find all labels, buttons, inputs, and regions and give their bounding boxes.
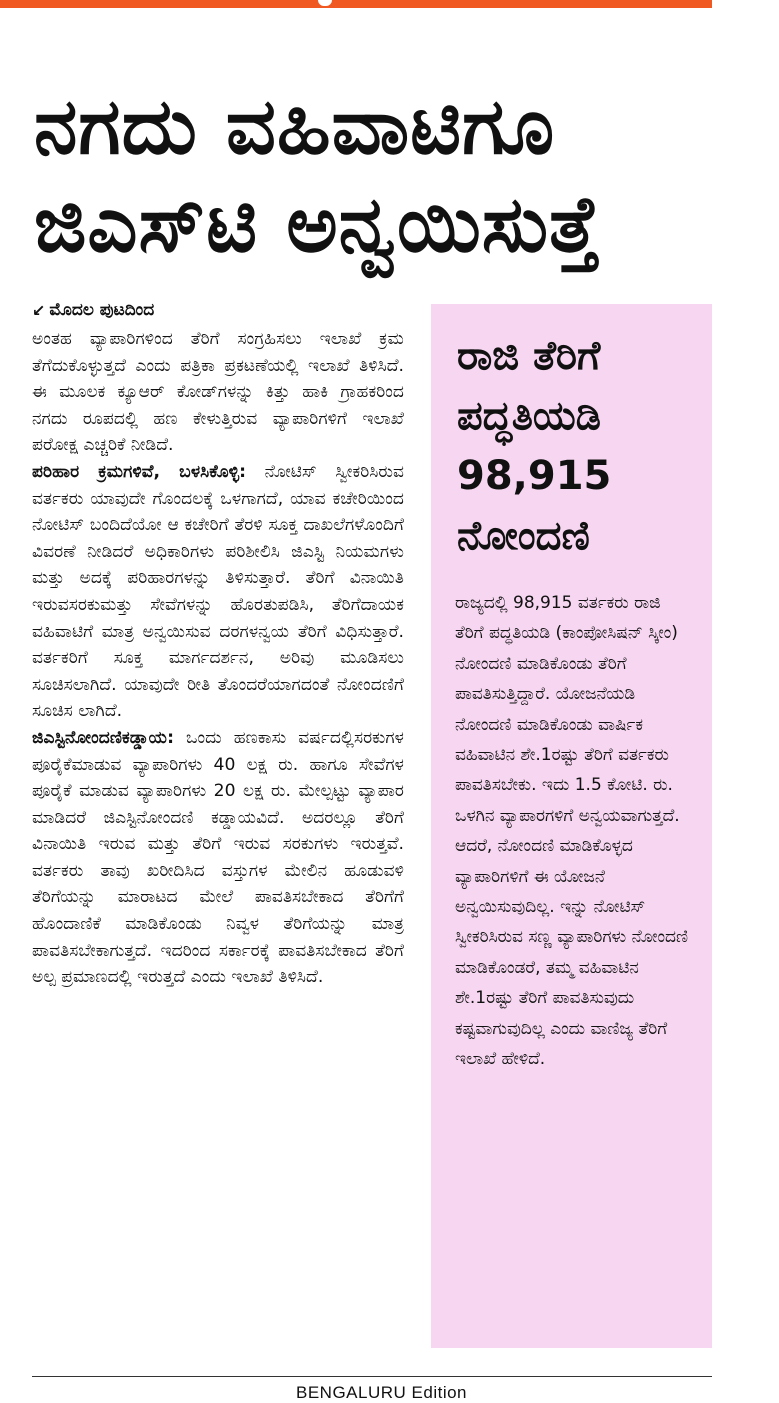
sidebar-heading-line-1: ರಾಜಿ ತೆರಿಗೆ [457,333,601,379]
top-bar-notch [318,0,332,6]
edition-label: BENGALURU Edition [296,1383,468,1402]
continued-from-front-page [32,300,154,320]
sidebar-figure: 98,915 [457,453,612,499]
top-accent-bar [0,0,712,8]
footer-rule [32,1376,712,1377]
headline-line-2: ಜಿಎಸ್‌ಟಿ ಅನ್ವಯಿಸುತ್ತೆ [34,180,602,270]
article-paragraph-1: ಅಂತಹ ವ್ಯಾಪಾರಿಗಳಿಂದ ತೆರಿಗೆ ಸಂಗ್ರಹಿಸಲು ಇಲಾಖೆ ಕ್ರಮ ತೆಗೆದುಕೊಳ್ಳುತ್ತದೆ ಎಂದು ಪತ್ರಿಕಾ ಪ್ರಕಟಣೆಯಲ್ಲಿ ಇಲಾಖೆ ತಿಳಿಸಿದೆ. ಈ ಮೂಲಕ ಕ್ಯೂಆರ್ ಕೋಡ್‌ಗಳನ್ನು ಕಿತ್ತು ಹಾಕಿ ಗ್ರಾಹಕರಿಂದ ನಗದು ರೂಪದಲ್ಲಿ ಹಣ ಕೇಳುತ್ತಿರುವ ವ್ಯಾಪಾರಿಗಳಿಗೆ ಇಲಾಖೆ ಪರೋಕ್ಷ ಎಚ್ಚರಿಕೆ ನೀಡಿದೆ. [32,329,404,456]
sidebar-heading-line-2: ಪದ್ಧತಿಯಡಿ [457,393,601,439]
subheading-gst-registration: ಜಿಎಸ್ಟಿನೋಂದಣಿಕಡ್ಡಾಯ: [32,727,174,748]
arrow-icon: ↙ [32,300,46,320]
paragraph-3-text: ಒಂದು ಹಣಕಾಸು ವರ್ಷದಲ್ಲಿಸರಕುಗಳ ಪೂರೈಕೆಮಾಡುವ ವ್ಯಾಪಾರಿಗಳು 40 ಲಕ್ಷ ರು. ಹಾಗೂ ಸೇವೆಗಳ ಪೂರೈಕೆ ಮಾಡುವ ವ್ಯಾಪಾರಿಗಳು 20 ಲಕ್ಷ ರು. ಮೇಲ್ಪಟ್ಟು ವ್ಯಾಪಾರ ಮಾಡಿದರೆ ಜಿಎಸ್ಟಿನೋಂದಣಿ ಕಡ್ಡಾಯವಿದೆ. ಅದರಲ್ಲೂ ತೆರಿಗೆ ವಿನಾಯಿತಿ ಇರುವ ಮತ್ತು ತೆರಿಗೆ ಇರುವ ಸರಕುಗಳು ಇರುತ್ತವೆ. ವರ್ತಕರು ತಾವು ಖರೀದಿಸಿದ ವಸ್ತುಗಳ ಮೇಲಿನ ಹೂಡುವಳಿ ತೆರಿಗೆಯನ್ನು ಮಾರಾಟದ ಮೇಲೆ ಪಾವತಿಸಬೇಕಾದ ತೆರಿಗೆಗೆ ಹೊಂದಾಣಿಕೆ ಮಾಡಿಕೊಂಡು ನಿವ್ವಳ ತೆರಿಗೆಯನ್ನು ಮಾತ್ರ ಪಾವತಿಸಬೇಕಾಗುತ್ತದೆ. ಇದರಿಂದ ಸರ್ಕಾರಕ್ಕೆ ಪಾವತಿಸಬೇಕಾದ ತೆರಿಗೆ ಅಲ್ಪ ಪ್ರಮಾಣದಲ್ಲಿ ಇರುತ್ತದೆ ಎಂದು ಇಲಾಖೆ ತಿಳಿಸಿದೆ. [32,727,404,988]
continued-label: ಮೊದಲ ಪುಟದಿಂದ [49,300,155,320]
sidebar-heading-line-4: ನೋಂದಣಿ [457,513,590,559]
paragraph-2-text: ನೋಟಿಸ್ ಸ್ವೀಕರಿಸಿರುವ ವರ್ತಕರು ಯಾವುದೇ ಗೊಂದಲಕ್ಕೆ ಒಳಗಾಗದೆ, ಯಾವ ಕಚೇರಿಯಿಂದ ನೋಟಿಸ್ ಬಂದಿದೆಯೋ ಆ ಕಚೇರಿಗೆ ತೆರಳಿ ಸೂಕ್ತ ದಾಖಲೆಗಳೊಂದಿಗೆ ವಿವರಣೆ ನೀಡಿದರೆ ಅಧಿಕಾರಿಗಳು ಪರಿಶೀಲಿಸಿ ಜಿಎಸ್ಟಿ ನಿಯಮಗಳು ಮತ್ತು ಅದಕ್ಕೆ ಪರಿಹಾರಗಳನ್ನು ತಿಳಿಸುತ್ತಾರೆ. ತೆರಿಗೆ ವಿನಾಯಿತಿ ಇರುವಸರಕುಮತ್ತು ಸೇವೆಗಳನ್ನು ಹೊರತುಪಡಿಸಿ, ತೆರಿಗೆದಾಯಕ ವಹಿವಾಟಿಗೆ ಮಾತ್ರ ಅನ್ವಯಿಸುವ ದರಗಳನ್ವಯ ತೆರಿಗೆ ವಿಧಿಸುತ್ತಾರೆ. ವರ್ತಕರಿಗೆ ಸೂಕ್ತ ಮಾರ್ಗದರ್ಶನ, ಅರಿವು ಮೂಡಿಸಲು ಸೂಚಿಸಲಾಗಿದೆ. ಯಾವುದೇ ರೀತಿ ತೊಂದರೆಯಾಗದಂತೆ ನೋಂದಣಿಗೆ ಸೂಚಿಸ ಲಾಗಿದೆ. [32,461,404,722]
sidebar-box [431,304,712,1348]
sidebar-heading [457,326,707,566]
article-paragraph-3 [32,725,404,991]
sidebar-body: ರಾಜ್ಯದಲ್ಲಿ 98,915 ವರ್ತಕರು ರಾಜಿ ತೆರಿಗೆ ಪದ್ಧತಿಯಡಿ (ಕಾಂಪೋಸಿಷನ್ ಸ್ಕೀಂ) ನೋಂದಣಿ ಮಾಡಿಕೊಂಡು ತೆರಿಗೆ ಪಾವತಿಸುತ್ತಿದ್ದಾರೆ. ಯೋಜನೆಯಡಿ ನೋಂದಣಿ ಮಾಡಿಕೊಂಡು ವಾರ್ಷಿಕ ವಹಿವಾಟಿನ ಶೇ.1ರಷ್ಟು ತೆರಿಗೆ ವರ್ತಕರು ಪಾವತಿಸಬೇಕು. ಇದು 1.5 ಕೋಟಿ. ರು. ಒಳಗಿನ ವ್ಯಾಪಾರಗಳಿಗೆ ಅನ್ವಯವಾಗುತ್ತದೆ. ಆದರೆ, ನೋಂದಣಿ ಮಾಡಿಕೊಳ್ಳದ ವ್ಯಾಪಾರಿಗಳಿಗೆ ಈ ಯೋಜನೆ ಅನ್ವಯಿಸುವುದಿಲ್ಲ. ಇನ್ನು ನೋಟಿಸ್ ಸ್ವೀಕರಿಸಿರುವ ಸಣ್ಣ ವ್ಯಾಪಾರಿಗಳು ನೋಂದಣಿ ಮಾಡಿಕೊಂಡರೆ, ತಮ್ಮ ವಹಿವಾಟಿನ ಶೇ.1ರಷ್ಟು ತೆರಿಗೆ ಪಾವತಿಸುವುದು ಕಷ್ಟವಾಗುವುದಿಲ್ಲ ಎಂದು ವಾಣಿಜ್ಯ ತೆರಿಗೆ ಇಲಾಖೆ ಹೇಳಿದೆ. [455,593,689,1070]
article-paragraph-2 [32,459,404,725]
subheading-remedies: ಪರಿಹಾರ ಕ್ರಮಗಳಿವೆ, ಬಳಸಿಕೊಳ್ಳಿ: [32,461,246,482]
article-body [32,326,404,991]
headline [34,78,724,274]
headline-line-1: ನಗದು ವಹಿವಾಟಿಗೂ [34,82,556,172]
